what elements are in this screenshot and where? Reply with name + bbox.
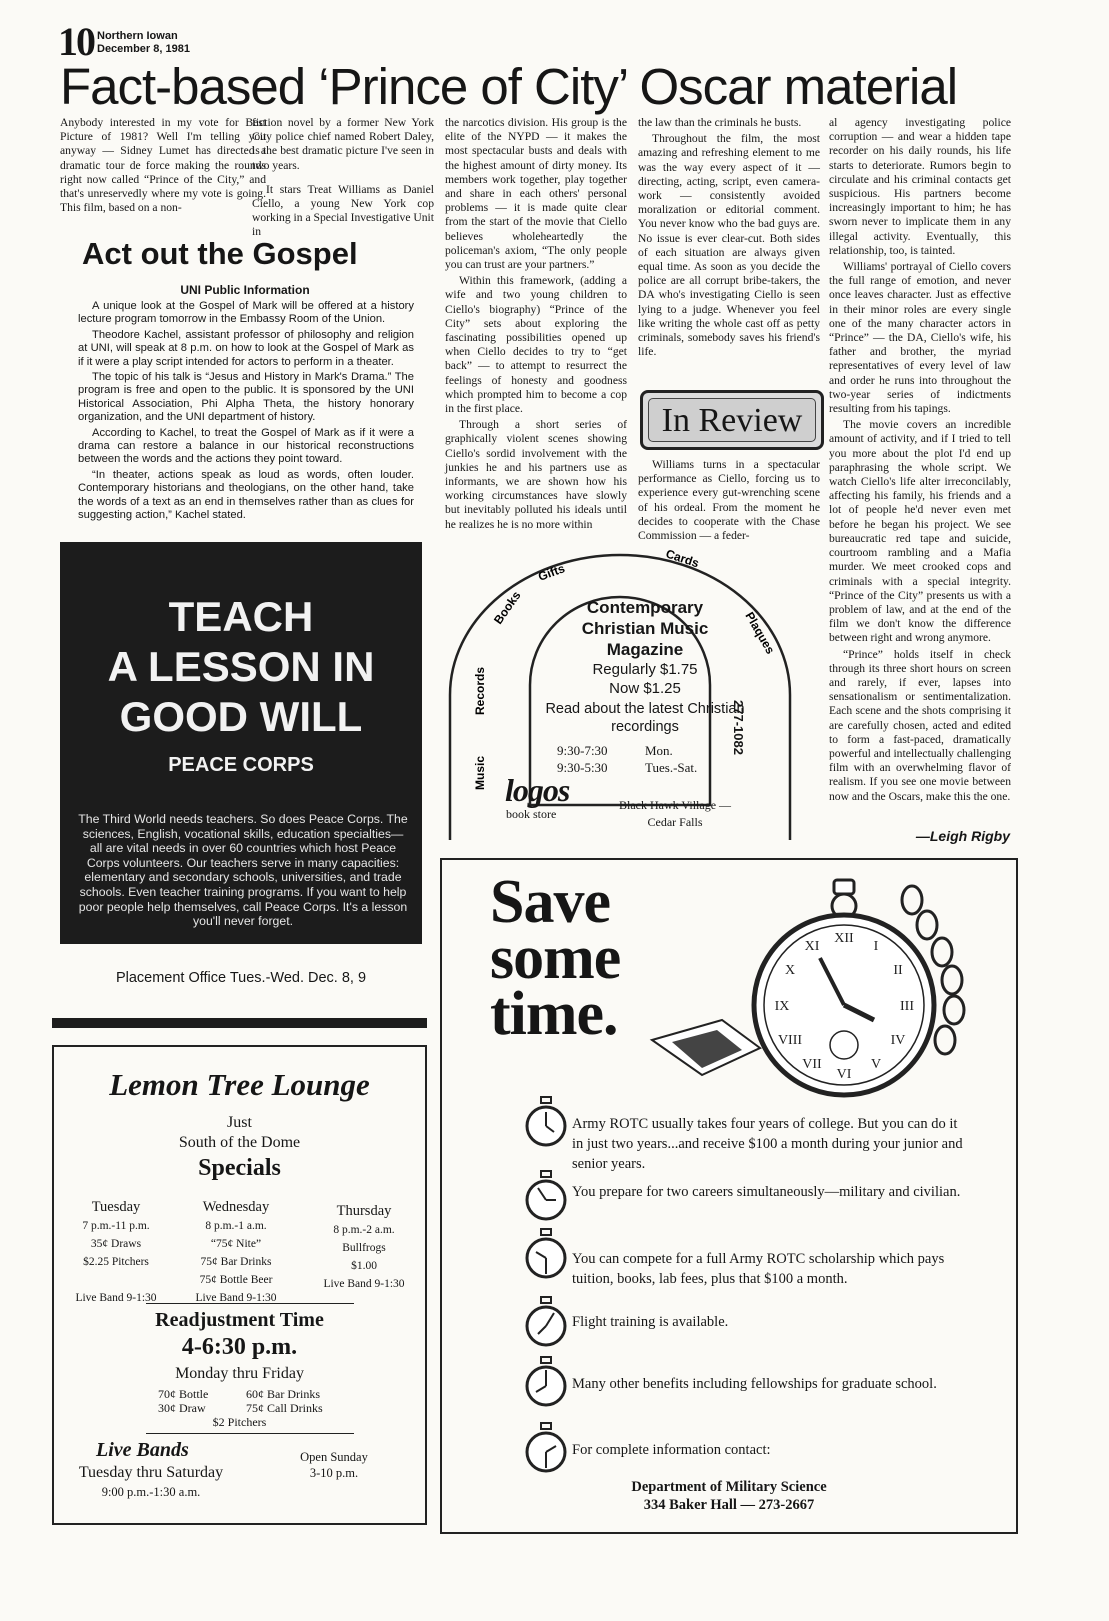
day-name: Thursday bbox=[336, 1203, 392, 1219]
arc-word-music: Music bbox=[473, 755, 487, 790]
placement-office-note: Placement Office Tues.-Wed. Dec. 8, 9 bbox=[115, 970, 367, 986]
price-line: 70¢ Bottle bbox=[158, 1387, 209, 1401]
lemon-tree-ad bbox=[52, 1045, 427, 1525]
hours-row bbox=[557, 759, 745, 776]
day-name: Wednesday bbox=[202, 1199, 270, 1215]
headline-line: TEACH bbox=[168, 593, 314, 640]
review-column-4 bbox=[638, 116, 820, 361]
watch-crown bbox=[834, 880, 854, 894]
live-bands-heading: Live Bands bbox=[96, 1439, 189, 1461]
gospel-byline: UNI Public Information bbox=[180, 283, 310, 297]
divider-rule bbox=[146, 1433, 354, 1434]
svg-text:IX: IX bbox=[774, 999, 790, 1014]
department-name: Department of Military Science bbox=[631, 1479, 827, 1495]
review-column-1 bbox=[60, 116, 266, 217]
stopwatch-icon bbox=[524, 1228, 568, 1280]
rotc-benefit: You can compete for a full Army ROTC scholarship which pays tuition, books, lab fees, plus that $100 a month. bbox=[572, 1251, 945, 1287]
live-bands-hours: 9:00 p.m.-1:30 a.m. bbox=[101, 1485, 201, 1499]
divider-rule bbox=[146, 1303, 354, 1304]
hours-time: 9:30-5:30 bbox=[557, 760, 608, 775]
review-paragraph: The movie covers an incredible amount of activity, and if I tried to tell you more about the plot I'd end up paraphrasing the whole script. We watch Ciello's life alter irreconcilably, affecting his family, his friends and a lot of people he'd never even met before he began his project. We see bureaucratic red tape and suicide, courtroom rambling and a Mafia murder. We meet crooked cops and criminals with a special integrity. “Prince of the City” presents us with a problem of law, and at the end of the film we don't know the difference between right and wrong anymore. bbox=[829, 418, 1011, 645]
rotc-contact bbox=[442, 1478, 1016, 1514]
svg-text:XI: XI bbox=[804, 939, 820, 954]
stopwatch-icon bbox=[524, 1356, 568, 1408]
review-column-5 bbox=[638, 458, 820, 545]
rotc-benefit: Flight training is available. bbox=[572, 1314, 729, 1330]
review-paragraph: It stars Treat Williams as Daniel Ciello, a young New York cop working in a Special Investigative Unit in bbox=[252, 182, 434, 239]
svg-text:XII: XII bbox=[834, 931, 854, 946]
svg-text:IV: IV bbox=[890, 1033, 906, 1048]
store-phone: 277-1082 bbox=[731, 700, 746, 755]
in-review-label: In Review bbox=[648, 398, 816, 442]
rotc-benefit: Army ROTC usually takes four years of college. But you can do it in just two years...and receive $100 a month during your junior and senior years. bbox=[572, 1116, 963, 1172]
headline-line: time. bbox=[490, 980, 618, 1048]
logos-logo: logos bbox=[505, 772, 570, 808]
logos-logo-sub: book store bbox=[506, 807, 557, 821]
review-byline: —Leigh Rigby bbox=[915, 828, 1010, 844]
rotc-headline bbox=[490, 868, 621, 1048]
pocket-watch-illustration bbox=[642, 870, 1012, 1100]
review-column-3 bbox=[445, 116, 627, 534]
special-line: 8 p.m.-1 a.m. bbox=[205, 1220, 267, 1232]
review-column-6 bbox=[829, 116, 1011, 806]
hours-row bbox=[557, 742, 745, 759]
sunday-line: 3-10 p.m. bbox=[309, 1466, 359, 1480]
price-line: 60¢ Bar Drinks bbox=[246, 1387, 320, 1401]
gospel-paragraph: A unique look at the Gospel of Mark will be offered at a history lecture program tomorrow in the Embassy Room of the Union. bbox=[78, 300, 414, 326]
hours-days: Mon. bbox=[645, 743, 673, 758]
review-paragraph: the narcotics division. His group is the elite of the NYPD — it makes the most spectacular busts and deals with the highest amount of dirty money. Its members work together, play together and share in each others' personal problems — it is made quite clear from the start of the movie that Ciello believes wholeheartedly the policeman's axiom, “The only people you can trust are your partners.” bbox=[445, 116, 627, 272]
special-day-wednesday bbox=[176, 1197, 296, 1307]
review-column-2 bbox=[252, 116, 434, 242]
publication-info bbox=[97, 30, 190, 56]
headline-line: Save bbox=[490, 868, 610, 936]
lounge-location bbox=[54, 1113, 425, 1153]
lounge-name: Lemon Tree Lounge bbox=[109, 1067, 370, 1102]
arc-word-books: Books bbox=[490, 588, 524, 627]
regular-price: Regularly $1.75 bbox=[592, 661, 698, 678]
department-address: 334 Baker Hall — 273-2667 bbox=[643, 1497, 815, 1513]
peace-corps-ad bbox=[60, 542, 422, 944]
arc-word-gifts: Gifts bbox=[536, 561, 567, 584]
sunday-hours bbox=[274, 1449, 394, 1481]
logos-ad-content bbox=[545, 597, 745, 776]
sunday-line: Open Sunday bbox=[300, 1450, 368, 1464]
readjustment-days: Monday thru Friday bbox=[175, 1365, 304, 1382]
day-name: Tuesday bbox=[91, 1199, 141, 1215]
special-line: “75¢ Nite” bbox=[210, 1238, 262, 1250]
issue-date: December 8, 1981 bbox=[97, 43, 190, 55]
gospel-paragraph: Theodore Kachel, assistant professor of philosophy and religion at UNI, will speak at 8 p.m. on how to look at the Gospel of Mark as if it were a play script intended for actors to perform in a theater. bbox=[78, 328, 414, 368]
gospel-paragraph: “In theater, actions speak as loud as words, often louder. Contemporary historians and theologians, on the other hand, take the words of a text as an end in themselves rather than as clues for suggesting action,” Kachel stated. bbox=[78, 468, 414, 522]
stopwatch-icon bbox=[524, 1296, 568, 1348]
svg-text:VIII: VIII bbox=[777, 1033, 803, 1048]
location-line: South of the Dome bbox=[178, 1134, 301, 1151]
title-line: Magazine bbox=[606, 640, 684, 659]
divider-rule bbox=[52, 1018, 427, 1028]
gospel-headline: Act out the Gospel bbox=[82, 236, 358, 271]
army-rotc-ad bbox=[440, 858, 1018, 1534]
hours-days: Tues.-Sat. bbox=[645, 760, 698, 775]
review-paragraph: the law than the criminals he busts. bbox=[638, 116, 802, 129]
review-paragraph: “Prince” holds itself in check through its three short hours on screen and rarely, if ever, lapses into sensationalism or sentimentalization. Each scene and the shots comprising it are carefully chosen, acted and edited to form a fast-paced, dramatically powerful and intellectually challenging film with an overwhelming flavor of realism. If you see one movie between now and the Oscars, make this the one. bbox=[829, 647, 1011, 803]
special-line: 75¢ Bar Drinks bbox=[200, 1256, 272, 1268]
rotc-benefit: You prepare for two careers simultaneously—military and civilian. bbox=[572, 1184, 961, 1200]
arc-word-cards: Cards bbox=[664, 546, 701, 571]
review-paragraph: Anybody interested in my vote for Best Picture of 1981? Well I'm telling you anyway — Sidney Lumet has directed a dramatic tour de force making the rounds right now called “Prince of the City,” and that's unreservedly where my vote is going. This film, based on a non- bbox=[60, 116, 266, 215]
review-paragraph: Williams' portrayal of Ciello covers the full range of emotion, and never once leaves character. Just as effective in their minor roles are every single one of the many character actors in “Prince” — the DA, Ciello's wife, his father and brother, the myriad representatives of every level of law and order he runs into throughout the two-year series of indictments resulting from his tapings. bbox=[829, 260, 1011, 416]
magazine-title bbox=[545, 597, 745, 660]
review-paragraph: al agency investigating police corruption — and wear a hidden tape recorder on his daily rounds, his life starts to deteriorate. Rumors begin to circulate and his criminal contacts get suspicious. His partners become increasingly important to him; he has sworn never to implicate them in any illegal activity. Eventually, this relationship, too, is tainted. bbox=[829, 116, 1011, 257]
peace-corps-headline bbox=[60, 592, 422, 742]
pitcher-price: $2 Pitchers bbox=[212, 1415, 267, 1429]
special-line: 75¢ Bottle Beer bbox=[199, 1274, 273, 1286]
special-line: 35¢ Draws bbox=[90, 1238, 142, 1250]
title-line: Christian Music bbox=[581, 619, 709, 638]
price-list-right bbox=[246, 1387, 356, 1415]
live-bands-days: Tuesday thru Saturday bbox=[78, 1464, 224, 1481]
special-line: Bullfrogs bbox=[342, 1242, 386, 1254]
stopwatch-icon bbox=[524, 1096, 568, 1148]
magazine-description: Read about the latest Christian recordings bbox=[545, 701, 745, 735]
stopwatch-icon bbox=[524, 1422, 568, 1474]
rotc-benefit: Many other benefits including fellowships for graduate school. bbox=[572, 1376, 937, 1392]
review-paragraph: fiction novel by a former New York City police chief named Robert Daley, is the best dramatic picture I've seen in two years. bbox=[252, 116, 434, 172]
paper-name: Northern Iowan bbox=[97, 30, 178, 42]
special-line: 8 p.m.-2 a.m. bbox=[333, 1224, 395, 1236]
location-line: Black Hawk Village — bbox=[618, 798, 732, 812]
svg-text:VII: VII bbox=[802, 1057, 822, 1072]
special-line: 7 p.m.-11 p.m. bbox=[82, 1220, 150, 1232]
gospel-paragraph: The topic of his talk is “Jesus and History in Mark's Drama.” The program is free and open to the public. It is sponsored by the UNI Historical Association, Phi Alpha Theta, the history honorary organization, and the UNI department of history. bbox=[78, 371, 414, 424]
svg-text:II: II bbox=[893, 963, 903, 978]
svg-text:X: X bbox=[784, 963, 796, 978]
price-line: 75¢ Call Drinks bbox=[246, 1401, 323, 1415]
in-review-logo bbox=[640, 390, 824, 450]
review-headline: Fact-based ‘Prince of City’ Oscar material bbox=[60, 58, 958, 115]
store-hours bbox=[545, 742, 745, 776]
gospel-body bbox=[78, 300, 414, 525]
hours-time: 9:30-7:30 bbox=[557, 743, 608, 758]
special-line: Live Band 9-1:30 bbox=[323, 1278, 405, 1290]
review-paragraph: Within this framework, (adding a wife and two young children to Ciello's biography) “Prince of the City” sets about exploring the fascinating possibilities opened up when Ciello decides to try to “get back” — to attempt to resurrect the feelings of honesty and goodness which prompted him to become a cop in the first place. bbox=[445, 274, 627, 416]
page-number: 10 bbox=[58, 19, 94, 64]
gospel-paragraph: According to Kachel, to treat the Gospel of Mark as if it were a drama can restore a balance in our historical reconstructions between the words and the actions they point toward. bbox=[78, 426, 414, 466]
headline-line: GOOD WILL bbox=[119, 693, 363, 740]
location-line: Cedar Falls bbox=[647, 815, 703, 829]
title-line: Contemporary bbox=[586, 598, 704, 617]
peace-corps-subhead: PEACE CORPS bbox=[168, 754, 314, 776]
svg-text:III: III bbox=[900, 999, 914, 1014]
sale-price: Now $1.25 bbox=[609, 680, 681, 697]
readjustment-time: 4-6:30 p.m. bbox=[181, 1334, 298, 1360]
spacer bbox=[56, 1271, 176, 1289]
headline-line: A LESSON IN bbox=[107, 643, 375, 690]
store-location bbox=[600, 797, 750, 831]
rotc-benefit: For complete information contact: bbox=[572, 1442, 771, 1458]
review-paragraph: Through a short series of graphically violent scenes showing Ciello's sordid involvement with the junkies he and his partners use as informants, we are shown how his working circumstances have slowly but inevitably polluted his ideals until he realizes he is no more within bbox=[445, 418, 627, 531]
svg-text:V: V bbox=[870, 1057, 882, 1072]
special-day-thursday bbox=[304, 1201, 424, 1293]
special-day-tuesday bbox=[56, 1197, 176, 1307]
svg-text:VI: VI bbox=[836, 1067, 852, 1082]
price-line: 30¢ Draw bbox=[158, 1401, 206, 1415]
stopwatch-icon bbox=[524, 1170, 568, 1222]
review-paragraph: Williams turns in a spectacular performance as Ciello, forcing us to experience every gut-wrenching scene of his ordeal. From the moment he decides to cooperate with the Chase Commission — a feder- bbox=[638, 458, 820, 543]
location-line: Just bbox=[227, 1114, 252, 1131]
special-line: Live Band 9-1:30 bbox=[195, 1292, 277, 1304]
review-paragraph: Throughout the film, the most amazing and refreshing element to me was the way every aspect of it — directing, acting, script, even camera-work — consistently avoided moralization or editorial comment. You never know who the bad guys are. No issue is ever clear-cut. Both sides of each situation are always given equal time. As soon as you decide the police are all corrupt bribe-takers, the DA who's investigating Ciello is seen lying to a judge. Whenever you feel like writing the whole cast off as petty criminals, somebody saves his friend's life. bbox=[638, 132, 820, 359]
peace-corps-body: The Third World needs teachers. So does Peace Corps. The sciences, English, vocational skills, education specialties—all are vital needs in over 60 countries which host Peace Corps volunteers. Our teachers serve in many capacities: elementary and secondary schools, universities, and trade schools. Even teacher training programs. If you want to help poor people help themselves, call Peace Corps. It's a lesson you'll never forget. bbox=[78, 812, 408, 929]
readjustment-heading: Readjustment Time bbox=[155, 1309, 324, 1331]
svg-text:I: I bbox=[873, 939, 879, 954]
special-line: $1.00 bbox=[351, 1260, 377, 1272]
arc-word-plaques: Plaques bbox=[742, 609, 778, 657]
headline-line: some bbox=[490, 924, 621, 992]
special-line: Live Band 9-1:30 bbox=[75, 1292, 157, 1304]
arc-word-records: Records bbox=[473, 666, 487, 715]
special-line: $2.25 Pitchers bbox=[83, 1256, 149, 1268]
specials-heading: Specials bbox=[198, 1155, 281, 1181]
